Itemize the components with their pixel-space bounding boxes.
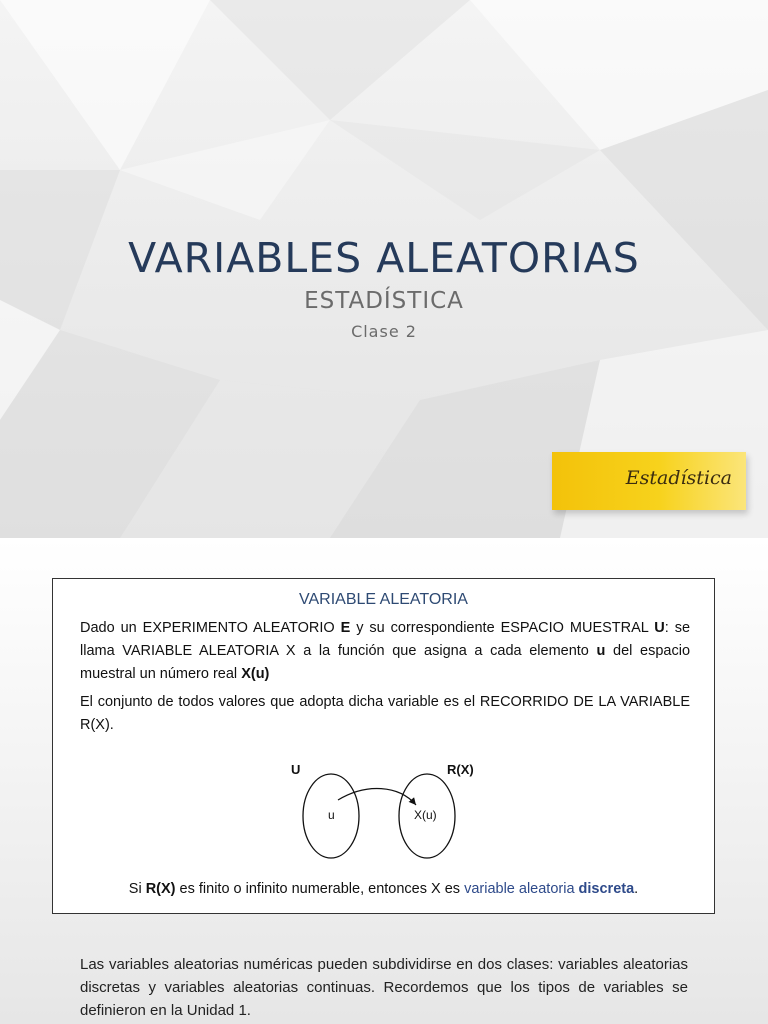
conclusion-blue-term: variable aleatoria (464, 881, 579, 897)
estadistica-badge (552, 452, 746, 510)
conclusion-blue-discreta: discreta (578, 881, 635, 897)
slide-subtitle: ESTADÍSTICA (304, 288, 464, 314)
p1-bold-e: E (340, 620, 351, 636)
set-u-label: U (291, 762, 301, 777)
conclusion-period: . (634, 881, 639, 897)
box-heading: VARIABLE ALEATORIA (299, 591, 468, 608)
conclusion-text-1: Si (128, 881, 146, 897)
p1-text-4: del espacio muestral un número real (80, 643, 691, 682)
definition-box (52, 578, 715, 914)
slide-title: VARIABLES ALEATORIAS (128, 234, 640, 282)
conclusion-text-2: es finito o infinito numerable, entonces X es (175, 881, 465, 897)
set-rx-label: R(X) (447, 762, 474, 777)
class-label: Clase 2 (351, 322, 417, 341)
image-xu-label: X(u) (414, 808, 437, 822)
p1-bold-element: u (596, 643, 606, 659)
discrete-conclusion (53, 881, 714, 897)
p1-text-3: : se llama VARIABLE ALEATORIA X a la función que asigna a cada elemento (80, 620, 691, 659)
p1-text-1: Dado un EXPERIMENTO ALEATORIO (80, 620, 341, 636)
definition-paragraph (80, 617, 690, 686)
badge-text: Estadística (625, 467, 732, 489)
p1-bold-u: U (654, 620, 665, 636)
mapping-diagram (281, 745, 487, 867)
content-slide (0, 538, 768, 1024)
p1-bold-xu: X(u) (241, 666, 270, 682)
classification-paragraph: Las variables aleatorias numéricas pueden subdividirse en dos clases: variables aleatorias discretas y variables aleatorias continuas. Recordemos que los tipos de variables se definieron en la Unidad 1. (80, 956, 688, 1019)
element-u-label: u (328, 808, 335, 822)
p1-text-2: y su correspondiente ESPACIO MUESTRAL (350, 620, 655, 636)
conclusion-bold-rx: R(X) (145, 881, 176, 897)
range-paragraph: El conjunto de todos valores que adopta dicha variable es el RECORRIDO DE LA VARIABLE R(X). (80, 694, 690, 733)
